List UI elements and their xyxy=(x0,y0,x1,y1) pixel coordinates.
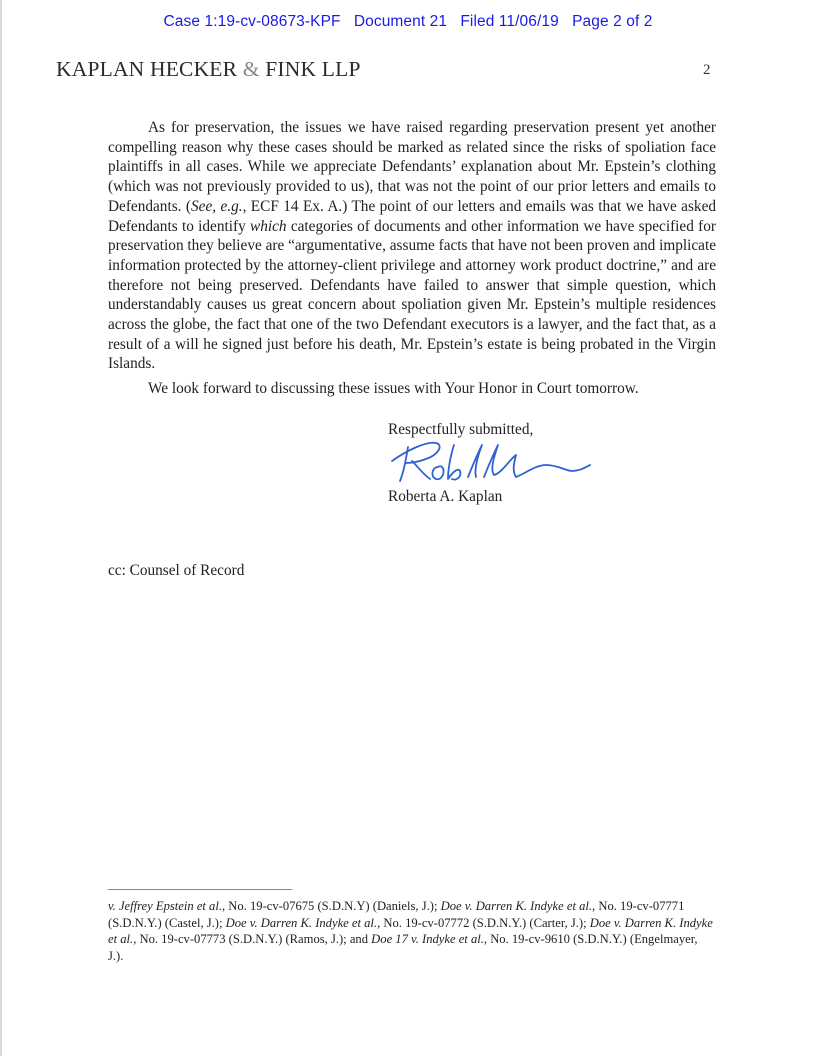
case-citation: , No. 19-cv-07675 (S.D.N.Y) (Daniels, J.); xyxy=(222,899,441,913)
firm-ampersand: & xyxy=(242,57,260,81)
signature-stroke-l1 xyxy=(468,445,482,477)
footnote-continuation xyxy=(108,898,716,964)
case-name: Doe v. Darren K. Indyke et al. xyxy=(108,915,713,947)
case-name: v. Jeffrey Epstein et al. xyxy=(108,899,222,913)
signature-stroke-b xyxy=(448,445,460,480)
page-number: 2 xyxy=(703,62,711,78)
signature-stroke-o xyxy=(432,466,443,479)
case-citation: , No. 19-cv-9610 (S.D.N.Y.) (Engelmayer, J.). xyxy=(108,932,698,963)
case-citation: , No. 19-cv-07771 (S.D.N.Y.) (Castel, J.); xyxy=(108,899,685,930)
document-number: Document 21 xyxy=(353,13,448,30)
footnote-separator xyxy=(108,889,292,890)
italic-emphasis: which xyxy=(250,217,287,235)
case-citation: , No. 19-cv-07772 (S.D.N.Y.) (Carter, J.); xyxy=(377,915,590,930)
signature-stroke-l2 xyxy=(484,445,590,477)
text-run: , ECF 14 Ex. A.) The point of our letters and emails was that we have asked Defendants to identify xyxy=(108,197,717,235)
case-name: Doe v. Darren K. Indyke et al. xyxy=(225,915,378,930)
case-number: Case 1:19-cv-08673-KPF xyxy=(163,13,341,30)
firm-name-part2: FINK LLP xyxy=(259,57,361,81)
text-run: As for preservation, the issues we have raised regarding preservation present yet another compelling reason why these cases should be marked as related since the risks of spoliation face plaintiffs in all cases. While we appreciate Defendants’ explanation about Mr. Epstein’s clothing (which was not previously provided to us), that was not the point of our prior letters and emails to Defendants. ( xyxy=(108,119,716,215)
case-citation: , No. 19-cv-07773 (S.D.N.Y.) (Ramos, J.); and xyxy=(133,932,372,947)
handwritten-signature xyxy=(386,437,596,487)
italic-citation-signal: See, e.g. xyxy=(191,197,243,215)
case-name: Doe v. Darren K. Indyke et al. xyxy=(440,899,593,913)
firm-letterhead xyxy=(56,57,361,82)
body-paragraph-closing: We look forward to discussing these issues with Your Honor in Court tomorrow. xyxy=(148,380,639,397)
text-run: categories of documents and other information we have specified for preservation they believe are “argumentative, assume facts that have not been proven and implicate information protected by the attorney-client privilege and attorney work product doctrine,” and are therefore not being preserved. Defendants have failed to answer that simple question, which understandably causes us great concern about spoliation given Mr. Epstein’s multiple residences across the globe, the fact that one of the two Defendant executors is a lawyer, and the fact that, as a result of a will he signed just before his death, Mr. Epstein’s estate is being probated in the Virgin Islands. xyxy=(108,217,716,373)
filed-date: Filed 11/06/19 xyxy=(460,13,559,30)
firm-name-part1: KAPLAN HECKER xyxy=(56,57,243,81)
ecf-filing-header xyxy=(0,13,816,31)
case-name: Doe 17 v. Indyke et al. xyxy=(371,932,484,947)
signer-name: Roberta A. Kaplan xyxy=(388,488,503,505)
closing-salutation: Respectfully submitted, xyxy=(388,421,534,438)
page-count: Page 2 of 2 xyxy=(572,13,653,30)
page-edge-line xyxy=(0,0,2,1056)
body-paragraph-preservation xyxy=(108,118,716,374)
cc-line: cc: Counsel of Record xyxy=(108,562,245,579)
